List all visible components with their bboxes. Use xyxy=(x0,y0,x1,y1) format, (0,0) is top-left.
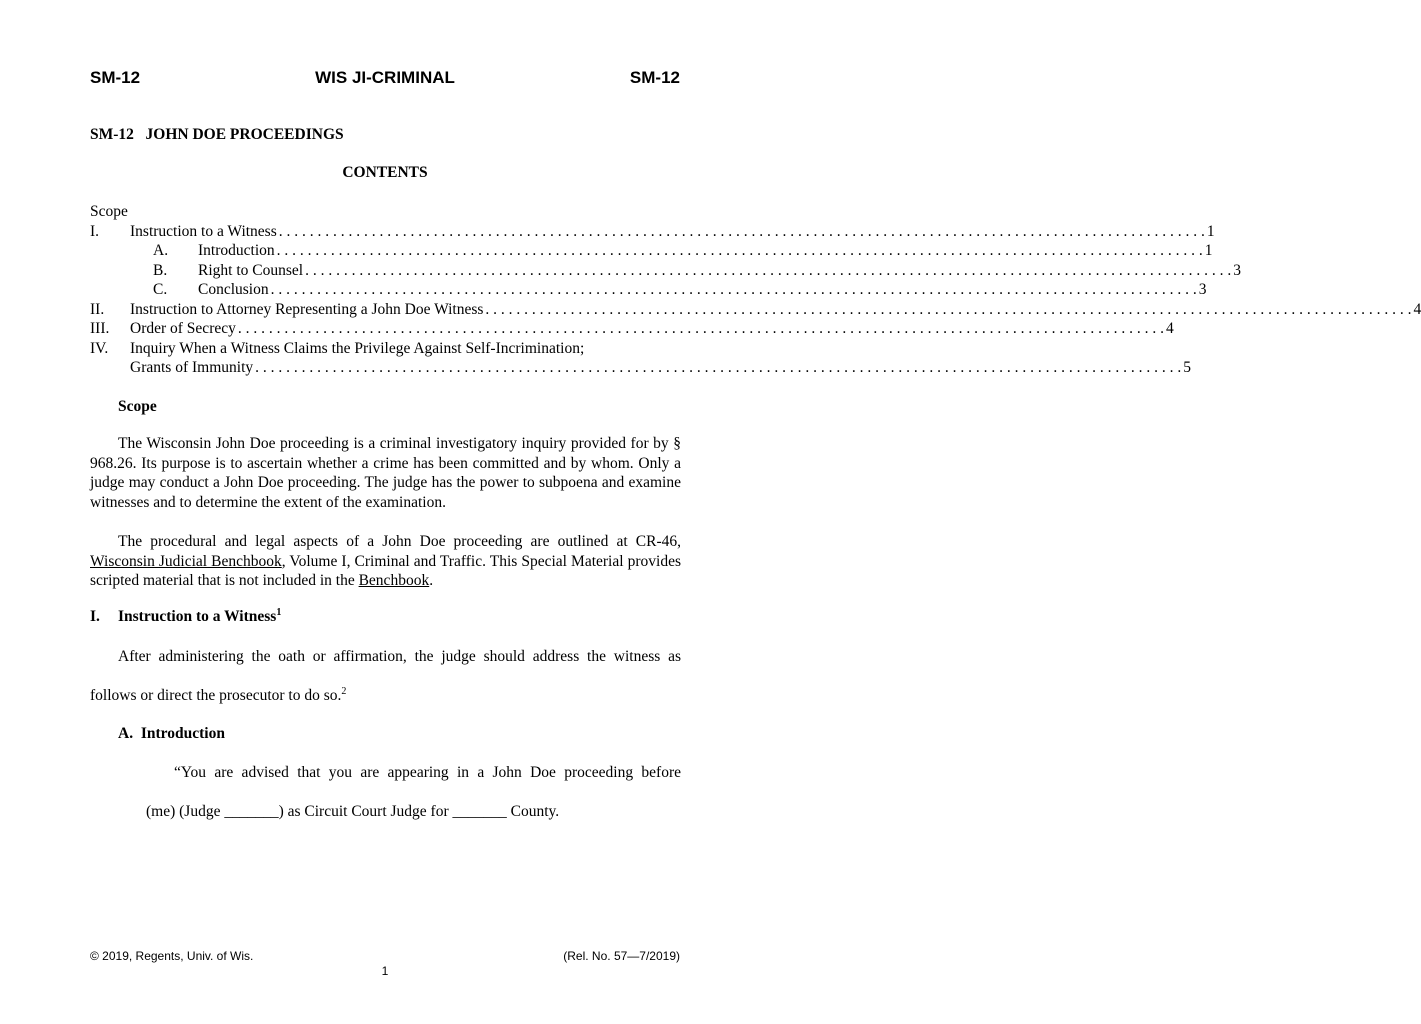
toc-item-page: 5 xyxy=(1183,359,1191,376)
toc-item[interactable] xyxy=(90,320,1174,340)
section-1-line-2-text: follows or direct the prosecutor to do so. xyxy=(90,687,342,705)
benchbook-short-title: Benchbook xyxy=(358,572,430,589)
benchbook-title-link: Wisconsin Judicial Benchbook xyxy=(90,552,282,570)
toc-scope-label: Scope xyxy=(90,203,128,220)
scope-paragraph-2-text: , Volume I, Criminal and Traffic. This Special Material provides scripted material that is not included in the xyxy=(90,552,682,589)
footer-copyright: © 2019, Regents, Univ. of Wis. xyxy=(90,949,254,963)
toc-item-text: Conclusion xyxy=(198,281,269,298)
toc-item-text: Right to Counsel xyxy=(198,261,304,279)
section-1-heading xyxy=(90,607,281,626)
toc-item[interactable] xyxy=(90,300,1421,321)
toc-item-text: Order of Secrecy xyxy=(130,320,236,337)
toc-item-page: 1 xyxy=(1204,242,1213,259)
toc-leader-dots: . . . . . . . . . . . . . . . . . . . . . . . . . . . . . . . . . . . . . . . . . . . . . . . . . . . . . . . . . . . . . . . . . . . . . . . . . . . . . . . . . . . . . . . . . . . . . . . . . . . . . . . . . . . . . . . . . . . . . . . . xyxy=(485,300,1412,318)
contents-heading: CONTENTS xyxy=(342,164,428,181)
section-1-number: I. xyxy=(90,608,100,626)
toc-item-text: Introduction xyxy=(198,242,275,259)
header-right: SM-12 xyxy=(629,68,680,87)
footnote-ref-1: 1 xyxy=(276,607,282,618)
section-1-line-2 xyxy=(90,686,346,705)
footer-release: (Rel. No. 57—7/2019) xyxy=(563,949,680,963)
toc-item-page: 3 xyxy=(1198,281,1207,298)
toc-leader-dots: . . . . . . . . . . . . . . . . . . . . . . . . . . . . . . . . . . . . . . . . . . . . . . . . . . . . . . . . . . . . . . . . . . . . . . . . . . . . . . . . . . . . . . . . . . . . . . . . . . . . . . . . . . . . . . . . . . . . . . . . xyxy=(237,320,1164,337)
toc-item[interactable] xyxy=(90,340,661,360)
toc-item-text: Inquiry When a Witness Claims the Privilege Against Self-Incrimination; xyxy=(130,339,585,357)
subsection-a-heading: A. Introduction xyxy=(118,725,225,742)
toc-item-number: A. xyxy=(153,242,169,259)
scope-paragraph-1 xyxy=(90,434,681,512)
toc-item-page: 3 xyxy=(1233,261,1241,279)
footnote-ref-2: 2 xyxy=(341,686,347,697)
header-left: SM-12 xyxy=(90,68,141,87)
toc-leader-dots: . . . . . . . . . . . . . . . . . . . . . . . . . . . . . . . . . . . . . . . . . . . . . . . . . . . . . . . . . . . . . . . . . . . . . . . . . . . . . . . . . . . . . . . . . . . . . . . . . . . . . . . . . . . . . . . . . . . . . . . . xyxy=(278,222,1205,240)
toc-item-number: B. xyxy=(153,261,168,279)
scope-paragraph-2-end: . xyxy=(429,572,434,589)
toc-item[interactable] xyxy=(90,281,1207,301)
page-number: 1 xyxy=(381,964,389,978)
header-center: WIS JI-CRIMINAL xyxy=(315,68,455,87)
toc-item-number: C. xyxy=(153,281,168,298)
toc-leader-dots: . . . . . . . . . . . . . . . . . . . . . . . . . . . . . . . . . . . . . . . . . . . . . . . . . . . . . . . . . . . . . . . . . . . . . . . . . . . . . . . . . . . . . . . . . . . . . . . . . . . . . . . . . . . . . . . . . . . . . . . . xyxy=(270,281,1197,298)
toc-item-number: II. xyxy=(90,300,105,318)
toc-leader-dots: . . . . . . . . . . . . . . . . . . . . . . . . . . . . . . . . . . . . . . . . . . . . . . . . . . . . . . . . . . . . . . . . . . . . . . . . . . . . . . . . . . . . . . . . . . . . . . . . . . . . . . . . . . . . . . . . . . . . . . . . xyxy=(255,359,1182,376)
toc-leader-dots: . . . . . . . . . . . . . . . . . . . . . . . . . . . . . . . . . . . . . . . . . . . . . . . . . . . . . . . . . . . . . . . . . . . . . . . . . . . . . . . . . . . . . . . . . . . . . . . . . . . . . . . . . . . . . . . . . . . . . . . . xyxy=(276,242,1203,259)
toc-item-continuation[interactable] xyxy=(90,359,1191,379)
scope-paragraph-2-text: The procedural and legal aspects of a John Doe proceeding are outlined at CR-46, xyxy=(118,533,681,550)
document-title: SM-12 JOHN DOE PROCEEDINGS xyxy=(90,126,344,143)
scope-paragraph-2 xyxy=(90,532,681,591)
toc-item-number: III. xyxy=(90,320,110,337)
toc-item-text: Instruction to a Witness xyxy=(130,222,277,240)
section-1-title: Instruction to a Witness xyxy=(118,608,277,626)
toc-item[interactable] xyxy=(90,222,1215,243)
toc-leader-dots: . . . . . . . . . . . . . . . . . . . . . . . . . . . . . . . . . . . . . . . . . . . . . . . . . . . . . . . . . . . . . . . . . . . . . . . . . . . . . . . . . . . . . . . . . . . . . . . . . . . . . . . . . . . . . . . . . . . . . . . . xyxy=(305,261,1232,279)
toc-item-page: 4 xyxy=(1413,300,1421,318)
section-1-line-1: After administering the oath or affirmation, the judge should address the witness as xyxy=(118,648,681,665)
quote-line-2: (me) (Judge _______) as Circuit Court Judge for _______ County. xyxy=(146,803,560,820)
toc-item-number: IV. xyxy=(90,339,109,357)
quote-line-1: “You are advised that you are appearing in a John Doe proceeding before xyxy=(174,764,681,781)
toc-scope[interactable] xyxy=(90,203,661,223)
toc-item-number: I. xyxy=(90,222,100,240)
toc-item-text: Instruction to Attorney Representing a John Doe Witness xyxy=(130,300,484,318)
toc-item[interactable] xyxy=(90,261,1241,282)
toc-item-text: Grants of Immunity xyxy=(130,359,254,376)
scope-paragraph-1-text: The Wisconsin John Doe proceeding is a criminal investigatory inquiry provided for by § 968.26. Its purpose is to ascertain whether a crime has been committed and by whom. Only a judge may conduct a John Doe proceeding. The judge has the power to subpoena and examine witnesses and to determine the extent of the examination. xyxy=(90,435,681,511)
table-of-contents xyxy=(90,203,1421,379)
scope-heading: Scope xyxy=(118,398,157,415)
toc-item-page: 1 xyxy=(1206,222,1215,240)
toc-item-page: 4 xyxy=(1165,320,1174,337)
toc-item[interactable] xyxy=(90,242,1213,262)
